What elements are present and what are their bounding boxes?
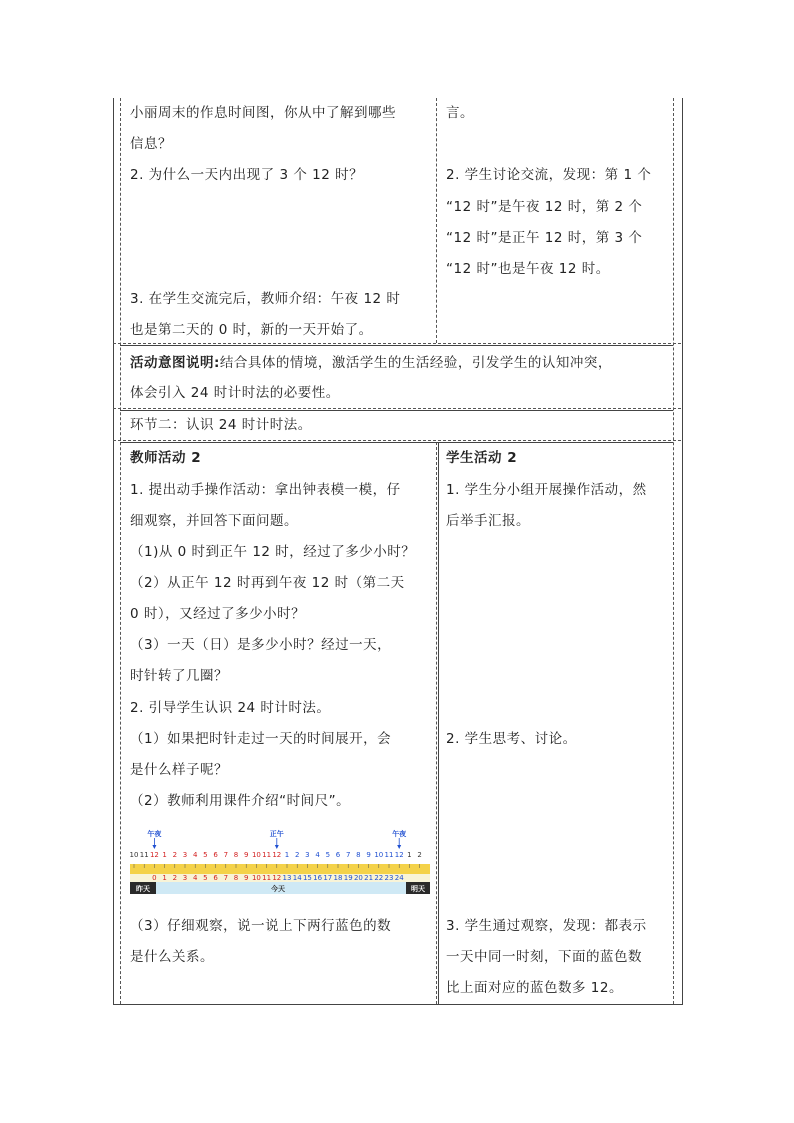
teacher-line-4: （2）从正午 12 时再到午夜 12 时（第二天 [130, 575, 405, 591]
ruler-top-number: 9 [243, 851, 249, 859]
ruler-bottom-number: 8 [233, 874, 239, 882]
teacher-line-8: 2. 引导学生认识 24 时计时法。 [130, 700, 331, 716]
top-right-line-2: 2. 学生讨论交流，发现：第 1 个 [446, 167, 652, 183]
right-inner-border [673, 98, 674, 1004]
ruler-bottom-number: 18 [333, 874, 343, 882]
ruler-top-number: 1 [162, 851, 167, 859]
ruler-top-number: 12 [272, 851, 282, 859]
ruler-day-1: 今天 [271, 885, 285, 893]
ruler-bottom-number: 2 [172, 874, 178, 882]
intent-text-1: 结合具体的情境，激活学生的生活经验，引发学生的认知冲突， [219, 355, 612, 371]
ruler-top-number: 2 [294, 851, 300, 859]
ruler-top-number: 1 [407, 851, 412, 859]
ruler-bottom-number: 13 [282, 874, 292, 882]
ruler-top-number: 8 [233, 851, 239, 859]
ruler-bottom-number: 0 [152, 874, 157, 882]
ruler-top-number: 9 [366, 851, 371, 859]
intent-line-2: 体会引入 24 时计时法的必要性。 [130, 385, 340, 401]
ruler-bottom-number: 14 [292, 874, 302, 882]
ruler-top-number: 10 [130, 851, 139, 859]
teacher-line-2: 细观察，并回答下面问题。 [130, 513, 298, 529]
top-right-line-5: “12 时”也是午夜 12 时。 [446, 261, 610, 277]
top-left-line-3: 2. 为什么一天内出现了 3 个 12 时？ [130, 167, 364, 183]
column-divider-solid [438, 442, 439, 1004]
ruler-top-number: 12 [394, 851, 404, 859]
ruler-bottom-number: 1 [162, 874, 167, 882]
ruler-top-number: 11 [384, 851, 394, 859]
teacher-line-11: （2）教师利用课件介绍“时间尺”。 [130, 793, 351, 809]
ruler-top-number: 7 [223, 851, 229, 859]
ruler-top-number: 1 [284, 851, 290, 859]
teacher-line-6: （3）一天（日）是多少小时？经过一天， [130, 637, 392, 653]
top-left-line-1: 小丽周末的作息时间图，你从中了解到哪些 [130, 105, 396, 121]
ruler-bottom-number: 12 [272, 874, 282, 882]
teacher-heading: 教师活动 2 [130, 450, 202, 466]
ruler-top-number: 10 [251, 851, 261, 859]
top-right-line-4: “12 时”是正午 12 时，第 3 个 [446, 230, 643, 246]
ruler-bottom-number: 15 [302, 874, 312, 882]
teacher-line-10: 是什么样子呢？ [130, 762, 228, 778]
ruler-bottom-number: 5 [203, 874, 208, 882]
ruler-bottom-number: 23 [384, 874, 394, 882]
ruler-bottom-number: 6 [213, 874, 218, 882]
top-right-line-1: 言。 [446, 105, 474, 121]
column-divider-top [436, 98, 437, 343]
ruler-top-number: 12 [149, 851, 159, 859]
ruler-bottom-number: 20 [353, 874, 363, 882]
ruler-label-1: 正午 [269, 830, 284, 838]
ruler-bottom-number: 11 [262, 874, 272, 882]
teacher-line-9: （1）如果把时针走过一天的时间展开，会 [130, 731, 392, 747]
teacher-line-3: （1)从 0 时到正午 12 时，经过了多少小时？ [130, 544, 416, 560]
ruler-day-0: 昨天 [136, 885, 150, 893]
time-ruler-figure [130, 828, 430, 898]
ruler-top-number: 2 [417, 851, 422, 859]
ruler-bottom-number: 17 [323, 874, 333, 882]
ruler-bottom-number: 10 [251, 874, 261, 882]
ruler-bottom-number: 22 [374, 874, 384, 882]
ruler-top-number: 11 [139, 851, 149, 859]
row-divider-3b [120, 442, 673, 443]
student-line-2: 后举手汇报。 [446, 513, 530, 529]
ruler-arrow-head [152, 845, 156, 849]
ruler-bottom-number: 19 [343, 874, 353, 882]
ruler-bottom-number: 9 [243, 874, 249, 882]
ruler-top-number: 5 [325, 851, 331, 859]
ruler-top-number: 8 [356, 851, 361, 859]
teacher-line-12: （3）仔细观察，说一说上下两行蓝色的数 [130, 918, 392, 934]
ruler-top-number: 4 [192, 851, 198, 859]
column-divider-bottom [436, 442, 437, 1004]
ruler-top-number: 10 [374, 851, 384, 859]
ruler-day-2: 明天 [411, 885, 425, 893]
ruler-arrow-head [275, 845, 279, 849]
teacher-line-5: 0 时），又经过了多少小时？ [130, 606, 306, 622]
ruler-bottom-number: 3 [182, 874, 188, 882]
student-line-6: 比上面对应的蓝色数多 12。 [446, 980, 623, 996]
teacher-line-13: 是什么关系。 [130, 949, 214, 965]
ruler-top-number: 6 [335, 851, 341, 859]
ruler-bottom-number: 7 [223, 874, 229, 882]
intent-line-1 [130, 348, 612, 379]
ruler-label-2: 午夜 [392, 830, 407, 838]
ruler-bottom-number: 4 [192, 874, 198, 882]
ruler-bottom-number: 21 [364, 874, 374, 882]
ruler-top-number: 3 [305, 851, 310, 859]
student-line-1: 1. 学生分小组开展操作活动，然 [446, 482, 647, 498]
ruler-top-number: 5 [203, 851, 208, 859]
ruler-label-0: 午夜 [147, 830, 162, 838]
ruler-top-number: 11 [262, 851, 272, 859]
top-right-line-3: “12 时”是午夜 12 时，第 2 个 [446, 199, 643, 215]
intent-label: 活动意图说明: [130, 355, 220, 371]
time-ruler-svg [130, 828, 430, 898]
student-line-4: 3. 学生通过观察，发现：都表示 [446, 918, 647, 934]
left-inner-border [120, 98, 121, 1004]
ruler-top-number: 7 [345, 851, 351, 859]
ruler-top-number: 6 [213, 851, 218, 859]
ruler-top-number: 2 [172, 851, 178, 859]
ruler-top-number: 3 [182, 851, 188, 859]
student-line-3: 2. 学生思考、讨论。 [446, 731, 577, 747]
top-left-line-2: 信息？ [130, 136, 172, 152]
teacher-line-1: 1. 提出动手操作活动：拿出钟表模一模，仔 [130, 482, 401, 498]
ruler-bottom-number: 16 [313, 874, 323, 882]
student-line-5: 一天中同一时刻，下面的蓝色数 [446, 949, 642, 965]
teacher-line-7: 时针转了几圈？ [130, 668, 228, 684]
section-2-title: 环节二：认识 24 时计时法。 [130, 417, 312, 433]
top-left-line-4: 3. 在学生交流完后，教师介绍：午夜 12 时 [130, 291, 401, 307]
ruler-top-number: 4 [315, 851, 320, 859]
top-left-line-5: 也是第二天的 0 时，新的一天开始了。 [130, 322, 373, 338]
student-heading: 学生活动 2 [446, 450, 518, 466]
ruler-arrow-head [397, 845, 401, 849]
ruler-bottom-number: 24 [394, 874, 404, 882]
